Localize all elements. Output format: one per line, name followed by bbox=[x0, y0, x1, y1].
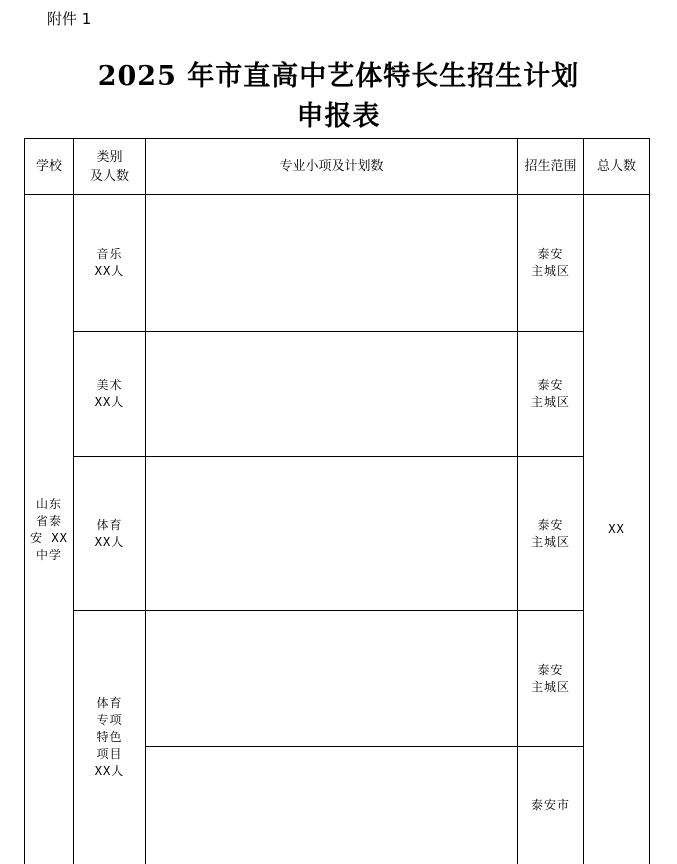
items-art bbox=[145, 331, 518, 457]
page-title: 2025 年市直高中艺体特长生招生计划 bbox=[97, 61, 580, 92]
category-pe-special: 体育 专项 特色 项目 XX人 bbox=[73, 610, 146, 864]
items-music bbox=[145, 194, 518, 332]
page-subtitle: 申报表 bbox=[296, 101, 381, 132]
category-music: 音乐 XX人 bbox=[73, 194, 146, 332]
header-scope: 招生范围 bbox=[517, 138, 584, 195]
category-art: 美术 XX人 bbox=[73, 331, 146, 457]
scope-music: 泰安 主城区 bbox=[517, 194, 584, 332]
items-pe-special-a bbox=[145, 610, 518, 747]
scope-art: 泰安 主城区 bbox=[517, 331, 584, 457]
header-category: 类别 及人数 bbox=[73, 138, 146, 195]
plan-table bbox=[24, 138, 650, 864]
scope-pe-special-b: 泰安市 bbox=[517, 746, 584, 864]
scope-pe-special-a: 泰安 主城区 bbox=[517, 610, 584, 747]
scope-pe: 泰安 主城区 bbox=[517, 456, 584, 611]
items-pe-special-b bbox=[145, 746, 518, 864]
header-items: 专业小项及计划数 bbox=[145, 138, 518, 195]
category-pe: 体育 XX人 bbox=[73, 456, 146, 611]
header-total: 总人数 bbox=[583, 138, 650, 195]
header-school: 学校 bbox=[24, 138, 74, 195]
items-pe bbox=[145, 456, 518, 611]
total-count-cell: XX bbox=[583, 194, 650, 864]
attachment-label: 附件 1 bbox=[47, 10, 92, 28]
school-name-cell: 山东 省泰 安 XX 中学 bbox=[24, 194, 74, 864]
